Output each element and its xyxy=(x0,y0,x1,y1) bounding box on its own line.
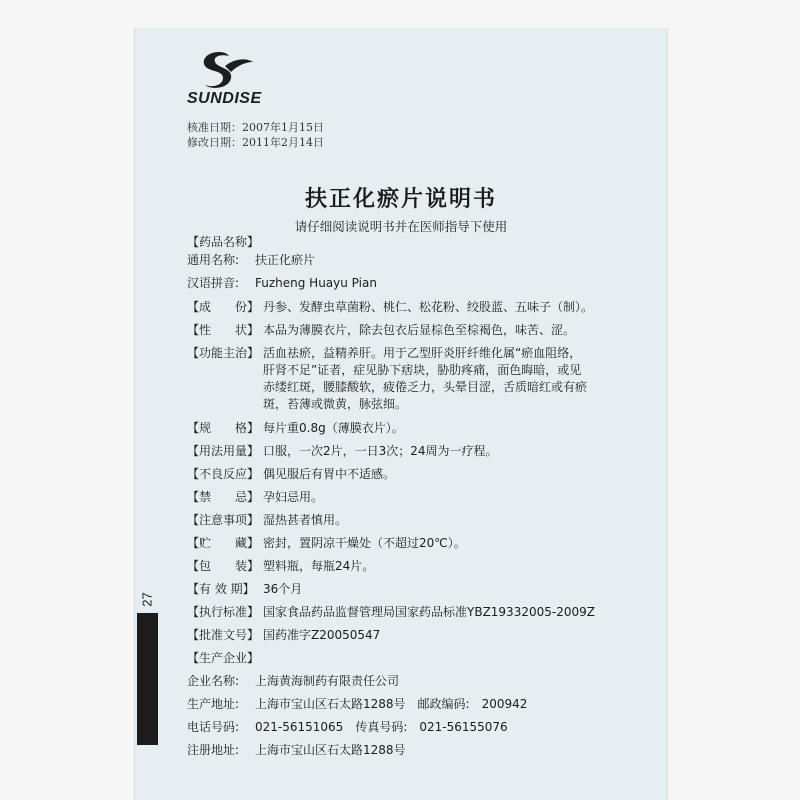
packaging-label: 【包 装】 xyxy=(187,559,260,573)
address-row xyxy=(187,697,527,712)
contraindications-row xyxy=(187,490,323,505)
adverse-row xyxy=(187,467,395,482)
properties-value: 本品为薄膜衣片，除去包衣后显棕色至棕褐色，味苦、涩。 xyxy=(263,323,576,337)
generic-name-row xyxy=(187,253,315,268)
company-row xyxy=(187,674,399,689)
storage-label: 【贮 藏】 xyxy=(187,536,260,550)
phone-label: 电话号码: xyxy=(187,720,240,734)
ingredients-label: 【成 份】 xyxy=(187,300,260,314)
postcode-value: 200942 xyxy=(481,697,528,711)
document-subtitle: 请仔细阅读说明书并在医师指导下使用 xyxy=(294,219,508,234)
standard-value: 国家食品药品监督管理局国家药品标准YBZ19332005-2009Z xyxy=(263,605,595,619)
generic-name-label: 通用名称: xyxy=(187,253,240,267)
phone-value: 021-56151065 xyxy=(255,720,344,734)
side-page-code: 27 xyxy=(139,592,155,607)
adverse-label: 【不良反应】 xyxy=(187,467,260,481)
brand-name: SUNDISE xyxy=(187,90,262,107)
section-drug-name: 【药品名称】 xyxy=(187,235,260,249)
precautions-label: 【注意事项】 xyxy=(187,513,260,527)
black-marker-bar xyxy=(137,613,158,745)
adverse-value: 偶见服后有胃中不适感。 xyxy=(263,467,396,481)
precautions-value: 湿热甚者慎用。 xyxy=(263,513,348,527)
fax-value: 021-56155076 xyxy=(419,720,508,734)
ingredients-row xyxy=(187,300,593,315)
validity-value: 36个月 xyxy=(263,582,303,596)
packaging-row xyxy=(187,559,374,574)
standard-label: 【执行标准】 xyxy=(187,605,260,619)
indications-label: 【功能主治】 xyxy=(187,346,260,360)
precautions-row xyxy=(187,513,347,528)
pinyin-value: Fuzheng Huayu Pian xyxy=(255,276,377,290)
dosage-label: 【用法用量】 xyxy=(187,444,260,458)
company-label: 企业名称: xyxy=(187,674,240,688)
registered-address-value: 上海市宝山区石太路1288号 xyxy=(255,743,406,757)
approval-date: 核准日期：2007年1月15日 xyxy=(187,121,324,134)
approval-number-value: 国药准字Z20050547 xyxy=(263,628,381,642)
specification-value: 每片重0.8g（薄膜衣片）。 xyxy=(263,421,404,435)
contraindications-label: 【禁 忌】 xyxy=(187,490,260,504)
indications-text xyxy=(263,345,587,413)
postcode-label: 邮政编码: xyxy=(417,697,470,711)
generic-name-value: 扶正化瘀片 xyxy=(255,253,316,267)
specification-label: 【规 格】 xyxy=(187,421,260,435)
properties-row xyxy=(187,323,575,338)
storage-row xyxy=(187,536,466,551)
validity-row xyxy=(187,582,302,597)
storage-value: 密封，置阴凉干燥处（不超过20℃）。 xyxy=(263,536,466,550)
indications-line: 肝肾不足”证者，症见胁下痞块，胁肋疼痛，面色晦暗，或见 xyxy=(263,363,582,377)
pinyin-label: 汉语拼音: xyxy=(187,276,240,290)
dosage-value: 口服，一次2片，一日3次；24周为一疗程。 xyxy=(263,444,498,458)
leaflet-sheet xyxy=(134,28,668,800)
approval-number-row xyxy=(187,628,380,643)
address-value: 上海市宝山区石太路1288号 xyxy=(255,697,406,711)
standard-row xyxy=(187,605,595,620)
pinyin-row xyxy=(187,276,377,291)
indications-line: 活血祛瘀，益精养肝。用于乙型肝炎肝纤维化属“瘀血阻络， xyxy=(263,346,582,360)
registered-address-label: 注册地址: xyxy=(187,743,240,757)
company-value: 上海黄海制药有限责任公司 xyxy=(255,674,400,688)
dosage-row xyxy=(187,444,498,459)
registered-address-row xyxy=(187,743,406,758)
indications-row xyxy=(187,346,587,413)
indications-line: 斑，苔薄或微黄，脉弦细。 xyxy=(263,397,408,411)
section-manufacturer: 【生产企业】 xyxy=(187,651,260,665)
fax-label: 传真号码: xyxy=(355,720,408,734)
packaging-value: 塑料瓶，每瓶24片。 xyxy=(263,559,375,573)
address-label: 生产地址: xyxy=(187,697,240,711)
approval-number-label: 【批准文号】 xyxy=(187,628,260,642)
contraindications-value: 孕妇忌用。 xyxy=(263,490,324,504)
revision-date: 修改日期：2011年2月14日 xyxy=(187,136,324,149)
specification-row xyxy=(187,421,404,436)
validity-label: 【有 效 期】 xyxy=(187,582,255,596)
indications-line: 赤缕红斑，腰膝酸软，疲倦乏力，头晕目涩，舌质暗红或有瘀 xyxy=(263,380,588,394)
document-title: 扶正化瘀片说明书 xyxy=(304,187,497,212)
ingredients-value: 丹参、发酵虫草菌粉、桃仁、松花粉、绞股蓝、五味子（制）。 xyxy=(263,300,594,314)
properties-label: 【性 状】 xyxy=(187,323,260,337)
phone-row xyxy=(187,720,508,735)
